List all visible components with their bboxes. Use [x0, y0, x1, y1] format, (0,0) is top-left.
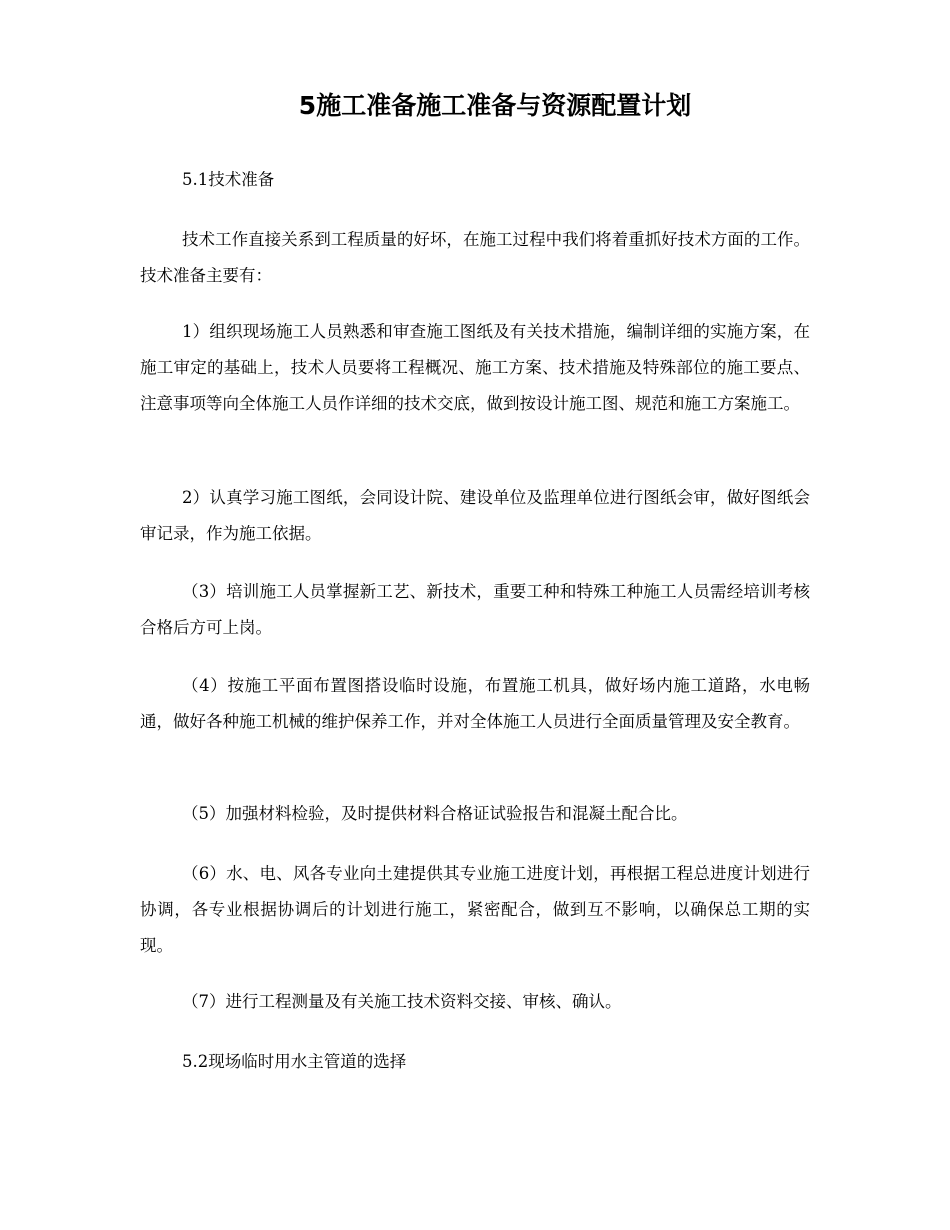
- list-item-4: （4）按施工平面布置图搭设临时设施，布置施工机具，做好场内施工道路，水电畅通，做好各种施工机械的维护保养工作，并对全体施工人员进行全面质量管理及安全教育。: [140, 676, 810, 731]
- list-item-3: （3）培训施工人员掌握新工艺、新技术，重要工种和特殊工种施工人员需经培训考核合格后方可上岗。: [140, 582, 810, 637]
- list-item-7: （7）进行工程测量及有关施工技术资料交接、审核、确认。: [182, 992, 622, 1011]
- section-heading-5-1: 5.1技术准备: [182, 170, 275, 189]
- document-title: 5施工准备施工准备与资源配置计划: [298, 91, 692, 120]
- list-item-6: （6）水、电、风各专业向土建提供其专业施工进度计划，再根据工程总进度计划进行协调，各专业根据协调后的计划进行施工，紧密配合，做到互不影响，以确保总工期的实现。: [140, 864, 810, 955]
- list-item-1: 1）组织现场施工人员熟悉和审查施工图纸及有关技术措施，编制详细的实施方案，在施工审定的基础上，技术人员要将工程概况、施工方案、技术措施及特殊部位的施工要点、注意事项等向全体施工人员作详细的技术交底，做到按设计施工图、规范和施工方案施工。: [140, 322, 810, 413]
- list-item-2: 2）认真学习施工图纸，会同设计院、建设单位及监理单位进行图纸会审，做好图纸会审记录，作为施工依据。: [140, 488, 810, 543]
- intro-paragraph: 技术工作直接关系到工程质量的好坏，在施工过程中我们将着重抓好技术方面的工作。技术准备主要有：: [140, 230, 810, 285]
- section-heading-5-2: 5.2现场临时用水主管道的选择: [182, 1052, 407, 1071]
- list-item-5: （5）加强材料检验，及时提供材料合格证试验报告和混凝土配合比。: [182, 804, 688, 823]
